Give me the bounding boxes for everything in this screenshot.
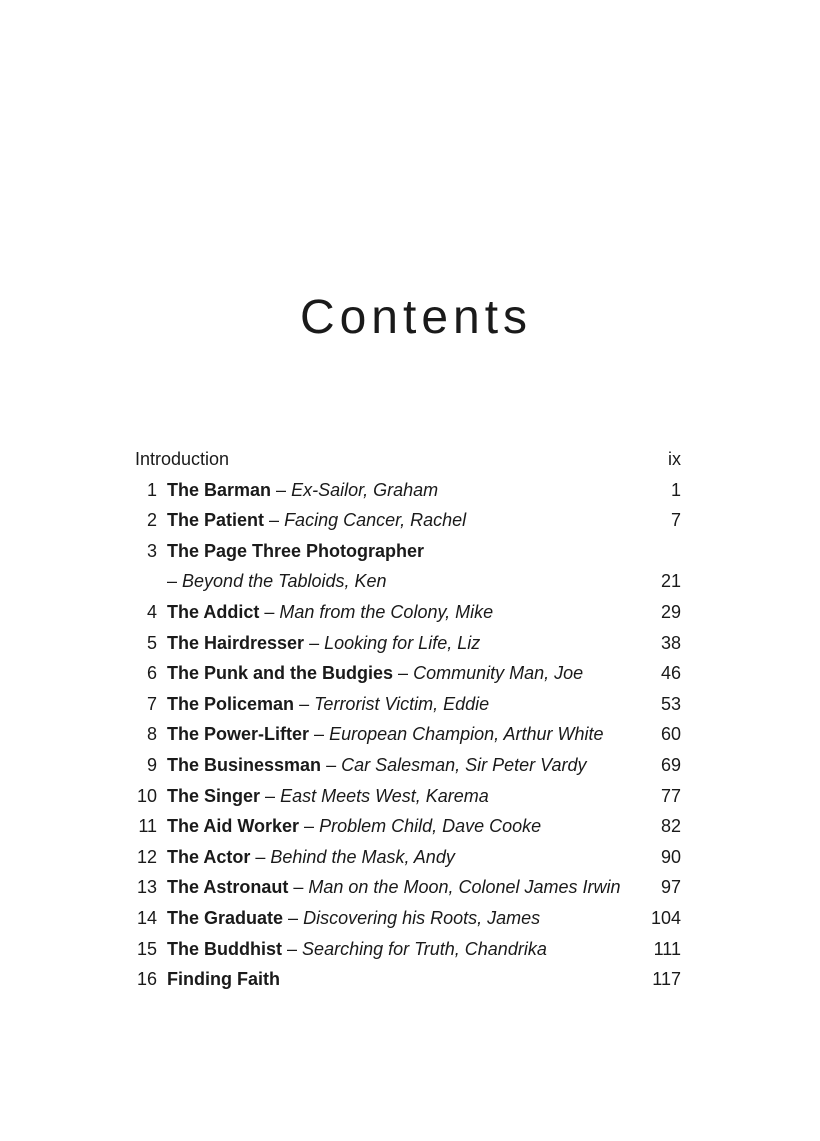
chapter-subtitle: Problem Child, Dave Cooke [319, 816, 542, 837]
chapter-title: The Addict [167, 601, 260, 622]
toc-entry[interactable] [135, 689, 681, 720]
chapter-text [167, 811, 541, 842]
toc-entry[interactable] [135, 475, 681, 506]
chapter-page-number: 117 [652, 969, 681, 990]
introduction-label: Introduction [135, 449, 230, 469]
subtitle-dash: – [299, 693, 310, 714]
chapter-number: 8 [146, 724, 157, 745]
chapter-subtitle: East Meets West, Karema [280, 785, 489, 806]
chapter-title: The Patient [167, 510, 265, 531]
chapter-number: 13 [136, 877, 157, 898]
chapter-number: 14 [136, 907, 157, 928]
subtitle-dash: – [398, 663, 409, 684]
chapter-number: 2 [146, 510, 157, 531]
chapter-subtitle: Searching for Truth, Chandrika [302, 938, 547, 959]
chapter-subtitle: Man from the Colony, Mike [279, 601, 494, 622]
chapter-number: 6 [146, 663, 157, 684]
chapter-title: The Page Three Photographer [167, 540, 425, 561]
chapter-subtitle: Car Salesman, Sir Peter Vardy [341, 754, 587, 775]
chapter-title: The Singer [167, 785, 261, 806]
chapter-title: Finding Faith [167, 969, 280, 990]
toc-entry[interactable] [135, 750, 681, 781]
toc-entry[interactable] [135, 597, 681, 628]
chapter-page-number: 104 [650, 907, 681, 928]
chapter-title: The Punk and the Budgies [167, 663, 394, 684]
chapter-text [167, 719, 604, 750]
toc-entry[interactable] [135, 536, 681, 567]
chapter-subtitle: Discovering his Roots, James [303, 907, 541, 928]
subtitle-dash: – [265, 785, 276, 806]
chapter-page-number: 77 [660, 785, 681, 806]
chapter-number: 16 [136, 969, 157, 990]
toc-entry[interactable] [135, 628, 681, 659]
chapter-number: 11 [138, 816, 157, 837]
chapter-text [167, 781, 489, 812]
chapter-page-number: 7 [670, 510, 681, 531]
chapter-list [135, 475, 681, 995]
toc-entry[interactable] [135, 719, 681, 750]
chapter-number: 7 [146, 693, 157, 714]
chapter-title: The Policeman [167, 693, 295, 714]
chapter-text [167, 628, 480, 659]
subtitle-dash: – [293, 877, 304, 898]
chapter-number: 10 [136, 785, 157, 806]
chapter-text [167, 872, 621, 903]
subtitle-dash: – [304, 816, 315, 837]
chapter-subtitle: Looking for Life, Liz [324, 632, 481, 653]
chapter-text [167, 903, 540, 934]
toc-entry-introduction[interactable] [135, 444, 681, 475]
toc-entry[interactable] [135, 872, 681, 903]
chapter-page-number: 111 [653, 938, 681, 959]
chapter-page-number: 82 [660, 816, 681, 837]
chapter-subtitle: Man on the Moon, Colonel James Irwin [308, 877, 621, 898]
chapter-page-number: 29 [660, 601, 681, 622]
chapter-title: The Power-Lifter [167, 724, 310, 745]
toc-entry[interactable] [135, 505, 681, 536]
chapter-title: The Aid Worker [167, 816, 300, 837]
chapter-subtitle: Terrorist Victim, Eddie [314, 693, 490, 714]
chapter-title: The Graduate [167, 907, 284, 928]
subtitle-dash: – [255, 846, 266, 867]
chapter-text [167, 536, 424, 567]
introduction-page-number: ix [668, 449, 681, 469]
chapter-number: 9 [146, 754, 157, 775]
subtitle-dash: – [167, 571, 178, 592]
chapter-number: 12 [136, 846, 157, 867]
chapter-subtitle: Beyond the Tabloids, Ken [182, 571, 387, 592]
chapter-text [167, 964, 280, 995]
chapter-text [167, 842, 455, 873]
chapter-number: 4 [146, 601, 157, 622]
toc-entry[interactable] [135, 964, 681, 995]
toc-entry[interactable] [135, 934, 681, 965]
chapter-subtitle: Community Man, Joe [413, 663, 584, 684]
chapter-number: 15 [136, 938, 157, 959]
chapter-page-number: 69 [660, 754, 681, 775]
chapter-title: The Barman [167, 479, 272, 500]
chapter-text [167, 566, 387, 597]
chapter-title: The Hairdresser [167, 632, 305, 653]
chapter-subtitle: Ex-Sailor, Graham [291, 479, 439, 500]
chapter-text [167, 505, 466, 536]
chapter-text [167, 475, 438, 506]
chapter-number: 5 [146, 632, 157, 653]
subtitle-dash: – [264, 601, 275, 622]
subtitle-dash: – [309, 632, 320, 653]
chapter-title: The Buddhist [167, 938, 282, 959]
chapter-text [167, 597, 493, 628]
chapter-page-number: 90 [660, 846, 681, 867]
subtitle-dash: – [288, 907, 299, 928]
subtitle-dash: – [276, 479, 287, 500]
chapter-text [167, 750, 587, 781]
chapter-page-number: 46 [660, 663, 681, 684]
subtitle-dash: – [314, 724, 325, 745]
chapter-subtitle: Behind the Mask, Andy [270, 846, 455, 867]
toc-entry[interactable] [135, 658, 681, 689]
chapter-page-number: 38 [660, 632, 681, 653]
toc-entry[interactable] [135, 781, 681, 812]
toc-entry[interactable] [135, 903, 681, 934]
chapter-text [167, 658, 583, 689]
toc-entry-continuation[interactable] [135, 566, 681, 597]
page-title: Contents [299, 291, 533, 344]
chapter-subtitle: European Champion, Arthur White [329, 724, 604, 745]
chapter-page-number: 53 [660, 693, 681, 714]
toc-entry[interactable] [135, 842, 681, 873]
chapter-text [167, 689, 489, 720]
subtitle-dash: – [326, 754, 337, 775]
chapter-page-number: 21 [660, 571, 681, 592]
chapter-number: 1 [146, 479, 157, 500]
chapter-title: The Astronaut [167, 877, 289, 898]
chapter-title: The Businessman [167, 754, 322, 775]
table-of-contents [135, 444, 681, 995]
chapter-title: The Actor [167, 846, 251, 867]
chapter-page-number: 1 [670, 479, 681, 500]
toc-entry[interactable] [135, 811, 681, 842]
chapter-text [167, 934, 547, 965]
chapter-page-number: 60 [660, 724, 681, 745]
chapter-number: 3 [146, 540, 157, 561]
subtitle-dash: – [269, 510, 280, 531]
chapter-page-number: 97 [660, 877, 681, 898]
subtitle-dash: – [287, 938, 298, 959]
chapter-subtitle: Facing Cancer, Rachel [284, 510, 467, 531]
